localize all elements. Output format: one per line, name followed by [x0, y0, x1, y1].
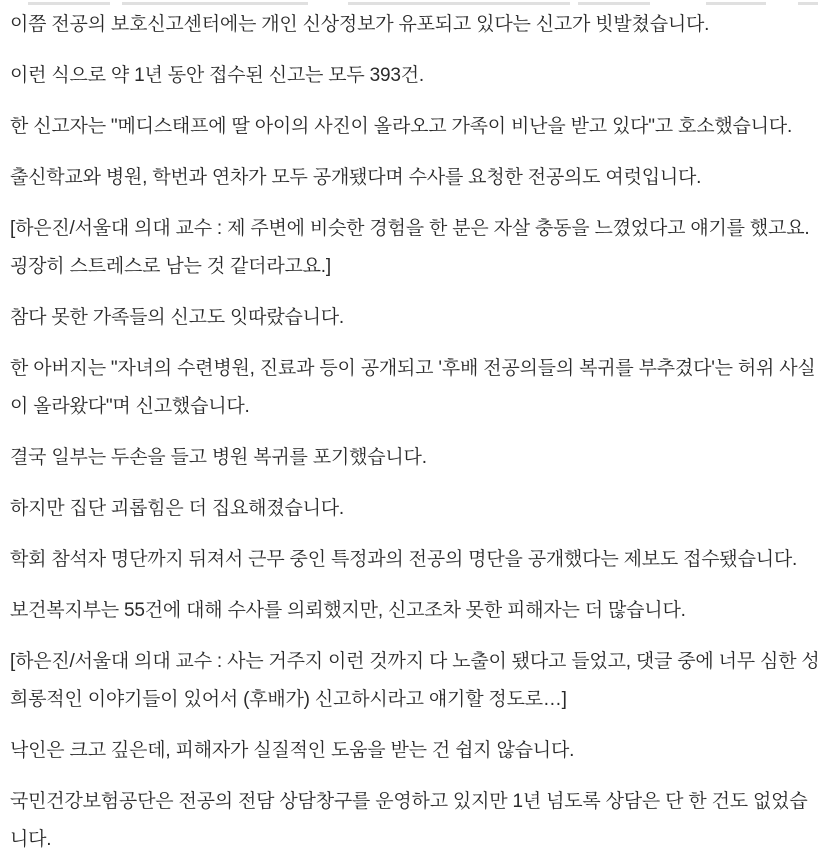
article-paragraph: 이런 식으로 약 1년 동안 접수된 신고는 모두 393건.	[10, 65, 424, 86]
article-paragraph: 이쯤 전공의 보호신고센터에는 개인 신상정보가 유포되고 있다는 신고가 빗발쳤습니다.	[10, 14, 710, 35]
article-page	[0, 2, 832, 859]
clipped-text-remnant	[18, 2, 818, 5]
article-paragraph: 보건복지부는 55건에 대해 수사를 의뢰했지만, 신고조차 못한 피해자는 더 많습니다.	[10, 600, 686, 621]
article-paragraph: [하은진/서울대 의대 교수 : 제 주변에 비슷한 경험을 한 분은 자살 충동을 느꼈었다고 얘기를 했고요. 굉장히 스트레스로 남는 것 같더라고요.]	[10, 218, 810, 277]
article-paragraph: 국민건강보험공단은 전공의 전담 상담창구를 운영하고 있지만 1년 넘도록 상담은 단 한 건도 없었습니다.	[10, 791, 808, 850]
article-paragraph: 결국 일부는 두손을 들고 병원 복귀를 포기했습니다.	[10, 447, 427, 468]
article-paragraph: 출신학교와 병원, 학번과 연차가 모두 공개됐다며 수사를 요청한 전공의도 여럿입니다.	[10, 167, 702, 188]
article-paragraph: 한 신고자는 "메디스태프에 딸 아이의 사진이 올라오고 가족이 비난을 받고 있다"고 호소했습니다.	[10, 116, 793, 137]
article-paragraph: 한 아버지는 "자녀의 수련병원, 진료과 등이 공개되고 '후배 전공의들의 복귀를 부추겼다'는 허위 사실이 올라왔다"며 신고했습니다.	[10, 358, 816, 417]
article-paragraph: 학회 참석자 명단까지 뒤져서 근무 중인 특정과의 전공의 명단을 공개했다는 제보도 접수됐습니다.	[10, 549, 798, 570]
article-body	[10, 5, 822, 859]
article-paragraph: [하은진/서울대 의대 교수 : 사는 거주지 이런 것까지 다 노출이 됐다고 들었고, 댓글 중에 너무 심한 성희롱적인 이야기들이 있어서 (후배가) 신고하시라고 얘기할 정도로…]	[10, 651, 820, 710]
article-paragraph: 참다 못한 가족들의 신고도 잇따랐습니다.	[10, 307, 345, 328]
article-paragraph: 낙인은 크고 깊은데, 피해자가 실질적인 도움을 받는 건 쉽지 않습니다.	[10, 740, 575, 761]
article-paragraph: 하지만 집단 괴롭힘은 더 집요해졌습니다.	[10, 498, 345, 519]
